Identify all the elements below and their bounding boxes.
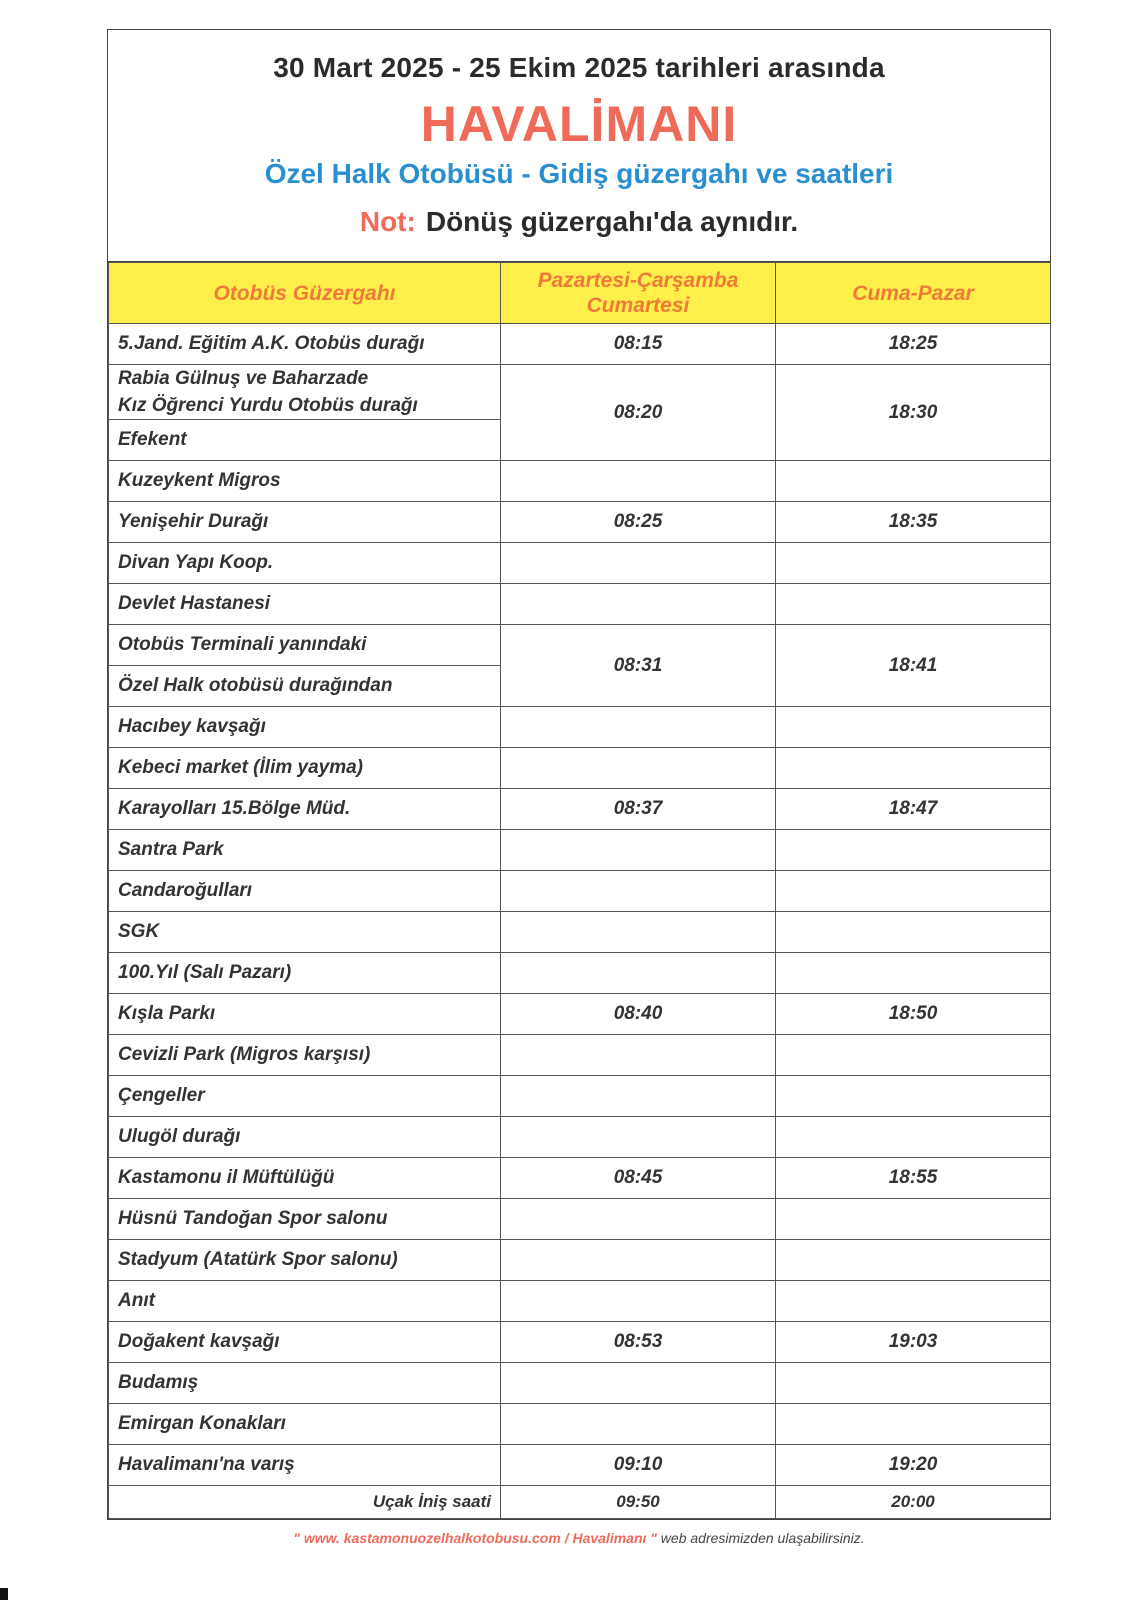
stop-name: 100.Yıl (Salı Pazarı) [109,953,501,994]
time-weekend: 18:50 [776,994,1051,1035]
stop-name: Hüsnü Tandoğan Spor salonu [109,1199,501,1240]
time-weekend: 19:03 [776,1322,1051,1363]
time-weekday [501,912,776,953]
column-header-weekend: Cuma-Pazar [776,263,1051,324]
time-weekend: 18:41 [776,625,1051,707]
page-subtitle: Özel Halk Otobüsü - Gidiş güzergahı ve saatleri [264,158,894,189]
time-weekday [501,748,776,789]
table-row [109,1322,1051,1363]
time-weekend [776,912,1051,953]
time-weekday [501,1404,776,1445]
time-weekday: 08:31 [501,625,776,707]
time-weekday [501,830,776,871]
table-row [109,1117,1051,1158]
time-weekday [501,1240,776,1281]
time-weekday [501,871,776,912]
stop-name: Doğakent kavşağı [109,1322,501,1363]
stop-name: Havalimanı'na varış [109,1445,501,1486]
table-row [109,543,1051,584]
time-weekend [776,543,1051,584]
table-row [109,1240,1051,1281]
stop-name: Anıt [109,1281,501,1322]
time-weekday [501,1076,776,1117]
table-row [109,953,1051,994]
landing-time-weekend: 20:00 [776,1486,1051,1519]
date-range: 30 Mart 2025 - 25 Ekim 2025 tarihleri arasında [273,52,885,83]
landing-label: Uçak İniş saati [109,1486,501,1519]
time-weekend [776,1117,1051,1158]
landing-time-weekday: 09:50 [501,1486,776,1519]
time-weekday: 08:40 [501,994,776,1035]
time-weekday [501,1117,776,1158]
table-row [109,461,1051,502]
table-row [109,789,1051,830]
return-note [108,206,1050,238]
time-weekday: 08:53 [501,1322,776,1363]
table-row [109,1076,1051,1117]
stop-name: Candaroğulları [109,871,501,912]
time-weekday: 08:45 [501,1158,776,1199]
time-weekday [501,543,776,584]
time-weekend [776,1035,1051,1076]
table-row [109,625,1051,666]
time-weekend: 18:25 [776,324,1051,365]
column-header-weekday: Pazartesi-Çarşamba Cumartesi [501,263,776,324]
time-weekend [776,748,1051,789]
time-weekend [776,1199,1051,1240]
table-row [109,830,1051,871]
time-weekday [501,461,776,502]
time-weekend: 18:30 [776,365,1051,461]
table-row-landing [109,1486,1051,1519]
stop-name: Kebeci market (İlim yayma) [109,748,501,789]
time-weekday [501,1281,776,1322]
table-row [109,871,1051,912]
time-weekend: 19:20 [776,1445,1051,1486]
schedule-table [108,262,1051,1519]
time-weekday [501,1363,776,1404]
time-weekend [776,1240,1051,1281]
table-row [109,1404,1051,1445]
website-link[interactable]: " www. kastamonuozelhalkotobusu.com / Havalimanı " [293,1530,657,1546]
timetable-sheet [107,29,1051,1520]
time-weekend: 18:35 [776,502,1051,543]
note-label: Not: [359,206,416,237]
stop-name: Çengeller [109,1076,501,1117]
table-row [109,1281,1051,1322]
time-weekend [776,1281,1051,1322]
stop-name-line2: Kız Öğrenci Yurdu Otobüs durağı [118,395,418,416]
table-row [109,584,1051,625]
column-header-route: Otobüs Güzergahı [109,263,501,324]
page-title: HAVALİMANI [420,96,738,152]
time-weekend [776,1076,1051,1117]
stop-name: Kışla Parkı [109,994,501,1035]
time-weekend [776,953,1051,994]
stop-name: Kuzeykent Migros [109,461,501,502]
note-text: Dönüş güzergahı'da aynıdır. [425,206,799,237]
time-weekend [776,871,1051,912]
stop-name: SGK [109,912,501,953]
table-header-row [109,263,1051,324]
table-row [109,912,1051,953]
time-weekend [776,1363,1051,1404]
table-row [109,707,1051,748]
table-row [109,1199,1051,1240]
stop-name: Divan Yapı Koop. [109,543,501,584]
stop-name: Karayolları 15.Bölge Müd. [109,789,501,830]
time-weekday [501,707,776,748]
stop-name: Budamış [109,1363,501,1404]
table-row [109,1158,1051,1199]
time-weekday: 08:20 [501,365,776,461]
table-row [109,994,1051,1035]
time-weekday: 09:10 [501,1445,776,1486]
stop-name: Kastamonu il Müftülüğü [109,1158,501,1199]
stop-name: Stadyum (Atatürk Spor salonu) [109,1240,501,1281]
stop-name: 5.Jand. Eğitim A.K. Otobüs durağı [109,324,501,365]
stop-name-line1: Rabia Gülnuş ve Baharzade [118,368,369,389]
table-row [109,324,1051,365]
time-weekday: 08:25 [501,502,776,543]
table-row [109,748,1051,789]
time-weekday: 08:37 [501,789,776,830]
table-row-arrival [109,1445,1051,1486]
table-row [109,365,1051,420]
time-weekend [776,461,1051,502]
table-row [109,1363,1051,1404]
time-weekday [501,1199,776,1240]
footer-note [107,1530,1051,1546]
stop-name: Ulugöl durağı [109,1117,501,1158]
timetable-header [108,30,1050,262]
stop-name: Özel Halk otobüsü durağından [109,666,501,707]
time-weekend: 18:55 [776,1158,1051,1199]
table-row [109,1035,1051,1076]
scan-mark [0,1588,8,1600]
time-weekday [501,584,776,625]
stop-name: Santra Park [109,830,501,871]
time-weekend: 18:47 [776,789,1051,830]
time-weekend [776,1404,1051,1445]
stop-name: Otobüs Terminali yanındaki [109,625,501,666]
time-weekend [776,707,1051,748]
stop-name: Yenişehir Durağı [109,502,501,543]
stop-name: Hacıbey kavşağı [109,707,501,748]
stop-name: Emirgan Konakları [109,1404,501,1445]
time-weekday: 08:15 [501,324,776,365]
time-weekend [776,584,1051,625]
table-row [109,502,1051,543]
stop-name: Cevizli Park (Migros karşısı) [109,1035,501,1076]
time-weekend [776,830,1051,871]
stop-name [109,365,501,420]
stop-name: Devlet Hastanesi [109,584,501,625]
footer-text: web adresimizden ulaşabilirsiniz. [656,1530,865,1546]
stop-name: Efekent [109,420,501,461]
time-weekday [501,953,776,994]
time-weekday [501,1035,776,1076]
